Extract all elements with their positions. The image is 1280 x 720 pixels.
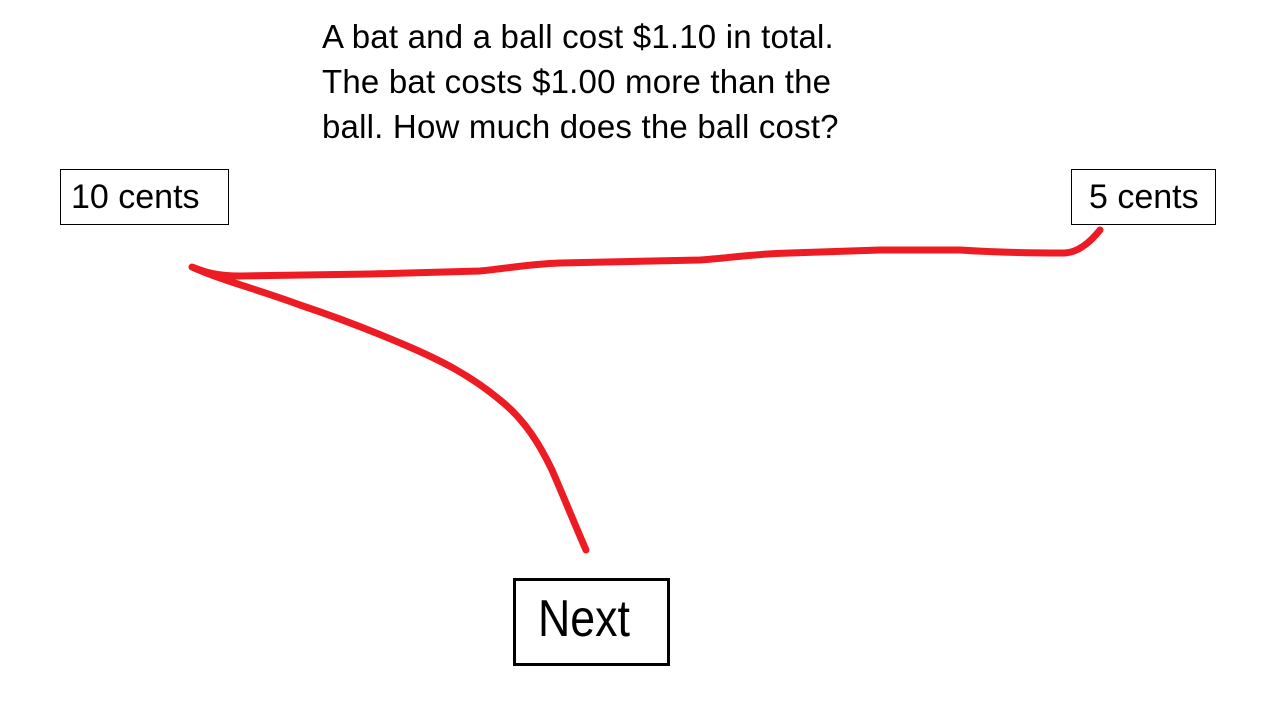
answer-option-10-cents-label: 10 cents: [71, 178, 200, 216]
mouse-trajectory-path: [192, 230, 1100, 550]
question-line-2: The bat costs $1.00 more than the: [322, 63, 832, 100]
answer-option-10-cents[interactable]: [60, 169, 229, 225]
question-text: [322, 14, 922, 149]
question-line-3: ball. How much does the ball cost?: [322, 108, 839, 145]
answer-option-5-cents-label: 5 cents: [1089, 178, 1199, 216]
next-button[interactable]: [513, 578, 670, 666]
question-line-1: A bat and a ball cost $1.10 in total.: [322, 18, 834, 55]
next-button-label: Next: [538, 590, 630, 648]
answer-option-5-cents[interactable]: [1071, 169, 1216, 225]
